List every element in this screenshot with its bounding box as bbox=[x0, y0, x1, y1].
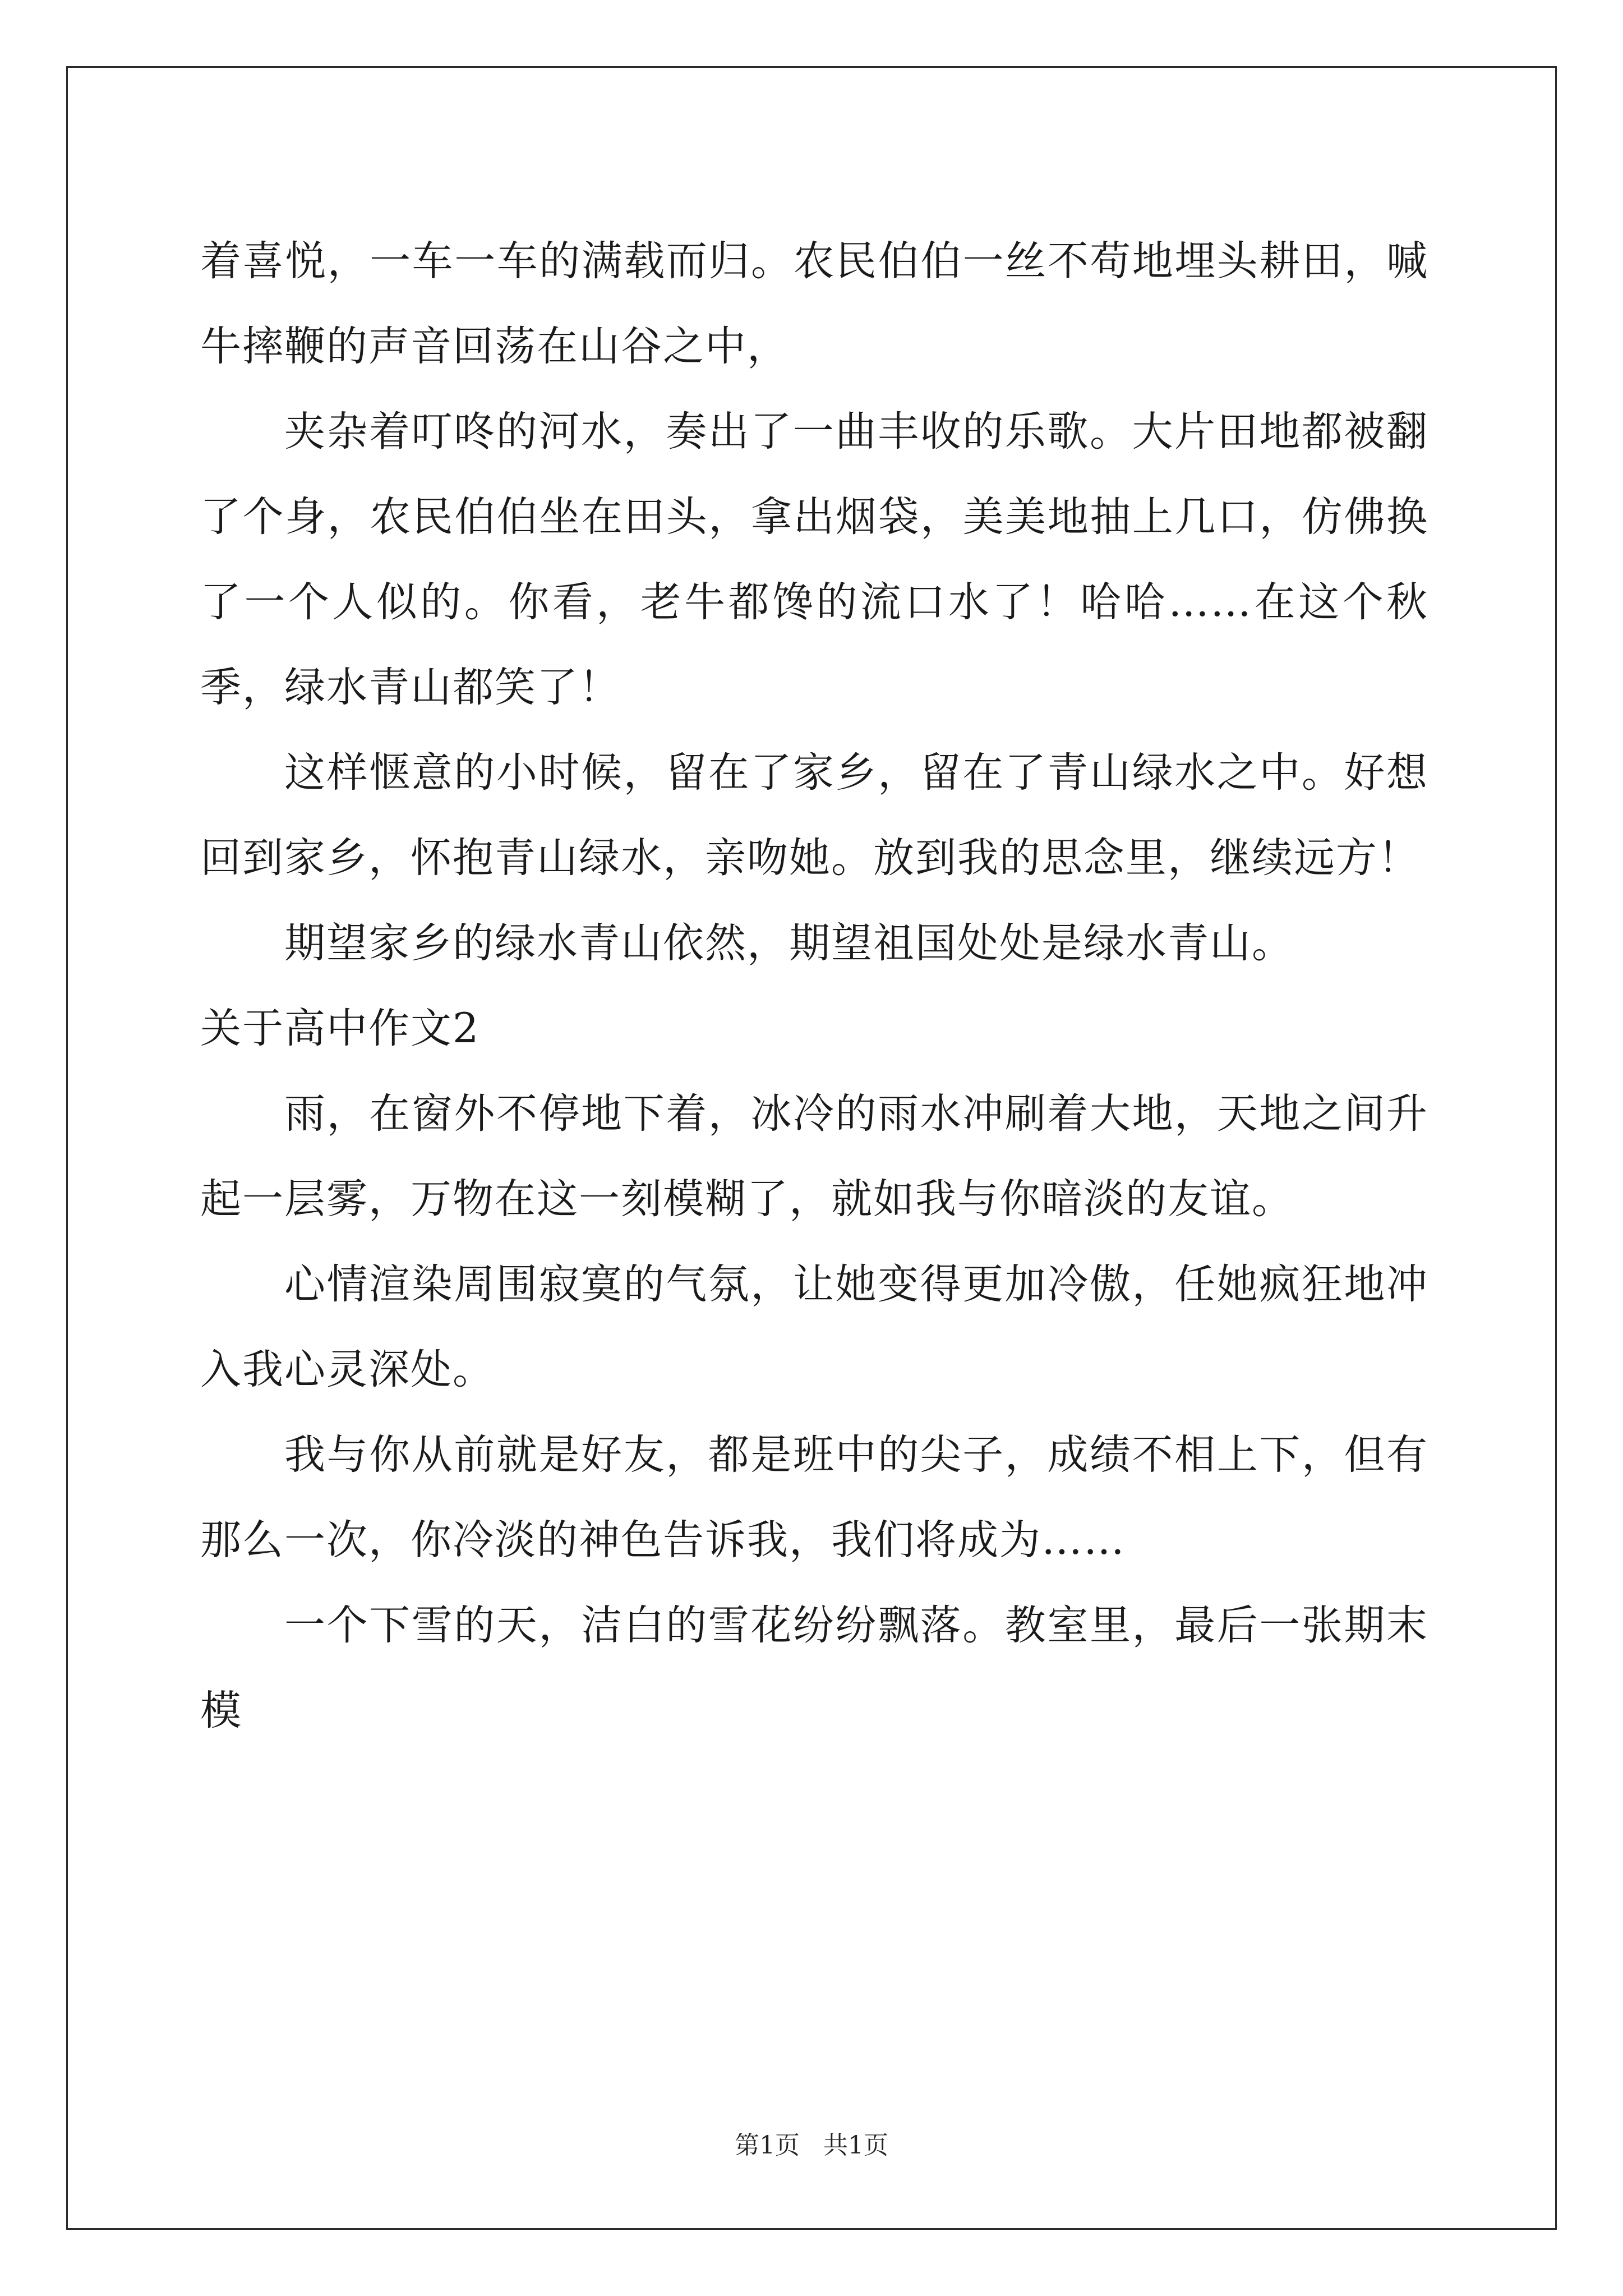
paragraph-1: 着喜悦，一车一车的满载而归。农民伯伯一丝不苟地埋头耕田，喊牛摔鞭的声音回荡在山谷之中， bbox=[200, 237, 1428, 370]
section-heading: 关于高中作文2 bbox=[200, 1005, 480, 1052]
document-body bbox=[200, 219, 1428, 1754]
paragraph-5: 雨，在窗外不停地下着，冰冷的雨水冲刷着大地，天地之间升起一层雾，万物在这一刻模糊了，就如我与你暗淡的友谊。 bbox=[200, 1090, 1428, 1223]
paragraph-3: 这样惬意的小时候，留在了家乡，留在了青山绿水之中。好想回到家乡，怀抱青山绿水，亲吻她。放到我的思念里，继续远方！ bbox=[200, 749, 1428, 882]
paragraph-6: 心情渲染周围寂寞的气氛，让她变得更加冷傲，任她疯狂地冲入我心灵深处。 bbox=[200, 1260, 1428, 1393]
paragraph-4: 期望家乡的绿水青山依然，期望祖国处处是绿水青山。 bbox=[284, 919, 1294, 967]
paragraph-7: 我与你从前就是好友，都是班中的尖子，成绩不相上下，但有那么一次，你冷淡的神色告诉我，我们将成为…… bbox=[200, 1431, 1428, 1564]
paragraph-8: 一个下雪的天，洁白的雪花纷纷飘落。教室里，最后一张期末模 bbox=[200, 1602, 1428, 1734]
page-total: 共1页 bbox=[823, 2131, 888, 2160]
page-footer bbox=[0, 2129, 1623, 2162]
paragraph-2: 夹杂着叮咚的河水，奏出了一曲丰收的乐歌。大片田地都被翻了个身，农民伯伯坐在田头，拿出烟袋，美美地抽上几口，仿佛换了一个人似的。你看，老牛都馋的流口水了！哈哈……在这个秋季，绿水青山都笑了！ bbox=[200, 408, 1428, 711]
page-number: 第1页 bbox=[735, 2131, 800, 2160]
